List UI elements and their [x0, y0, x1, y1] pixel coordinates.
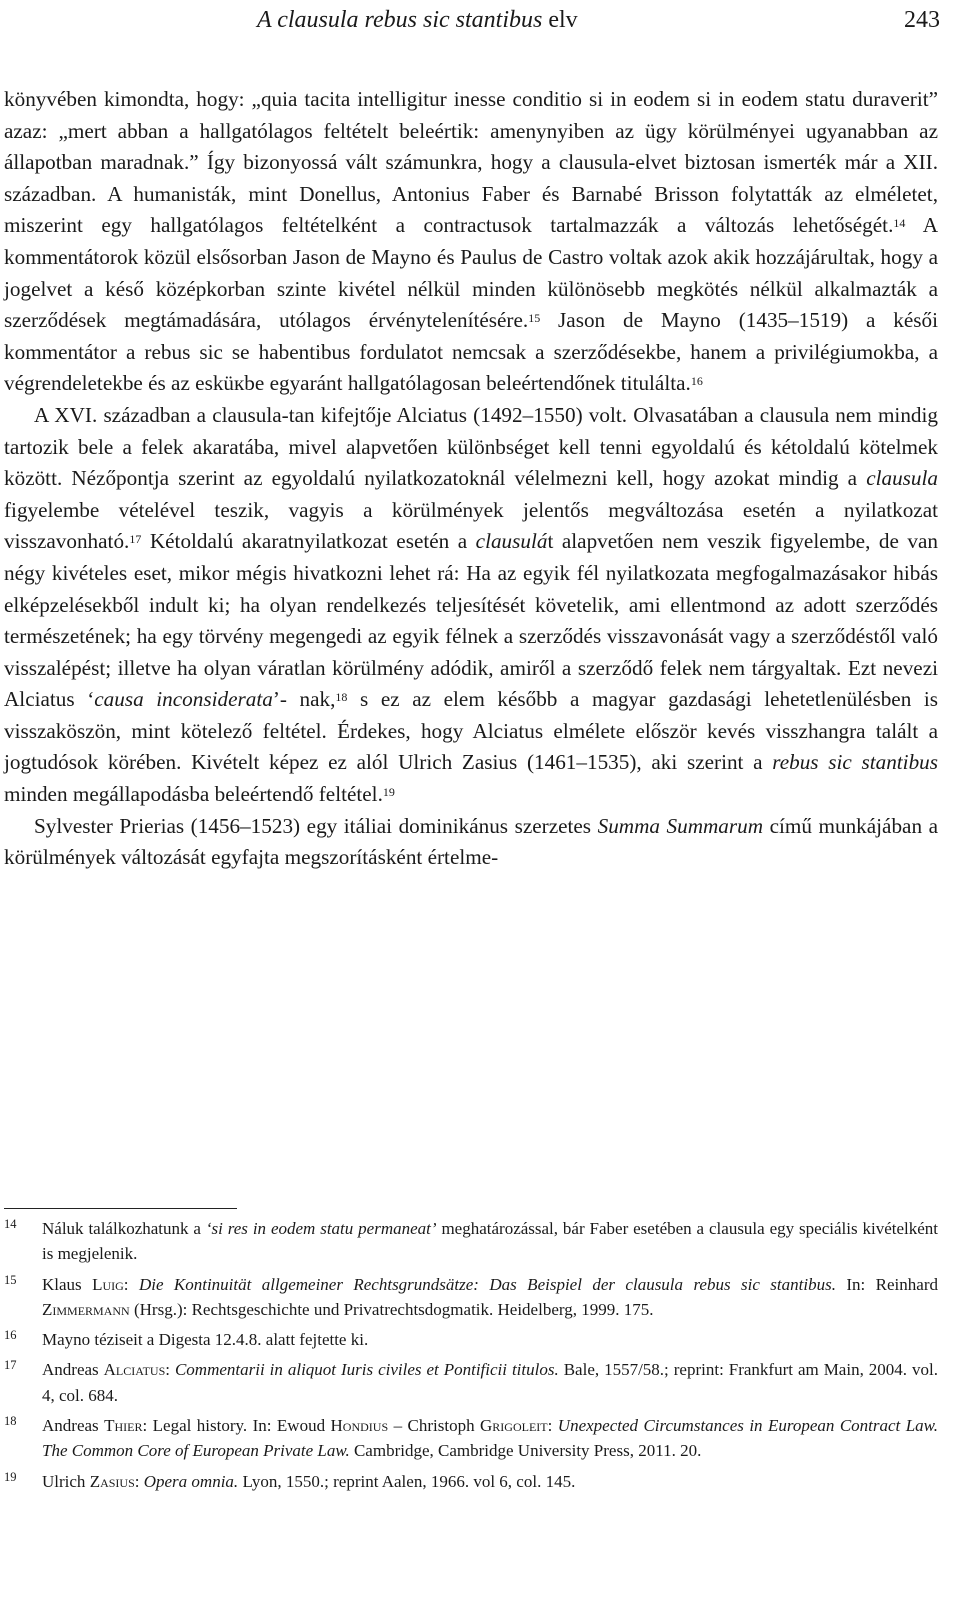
- text-run: minden megállapodásba beleértendő feltétel.: [4, 782, 383, 807]
- author-name: Zimmermann: [42, 1299, 130, 1319]
- paragraph-2: [4, 400, 938, 811]
- text-run: Náluk találkozhatunk a: [42, 1219, 206, 1238]
- author-name: Grigoleit: [480, 1416, 548, 1436]
- author-name: Thier: [104, 1416, 143, 1436]
- italic-term: rebus sic stantibus: [772, 750, 938, 775]
- work-title: Commentarii in aliquot Iuris civiles et Pontificii titulos.: [174, 1360, 559, 1380]
- footnote-18: [4, 1413, 938, 1464]
- text-run: A XVI. században a clausula-tan kifejtője Alciatus (1492–1550) volt. Olvasatában a clausula nem mindig tartozik bele a felek akaratába, mivel alapvetően különbséget kell tenni egyoldalú és kétoldalú kötelmek között. Nézőpontja szerint az egyoldalú nyilatkozatoknál vélelmezni kell, hogy azokat mindig a: [4, 402, 938, 491]
- text-run: (Hrsg.): Rechtsgeschichte und Privatrechtsdogmatik. Heidelberg, 1999. 175.: [129, 1299, 654, 1319]
- work-title: Opera omnia.: [143, 1471, 239, 1491]
- footnote-number: 19: [4, 1469, 17, 1484]
- text-run: t alapvetően nem veszik figyelembe, de van négy kivételes eset, mikor mégis hivatkozni lehet rá: Ha az egyik fél nyilatkozata megfogalmazásakor hibás elképzelésekből indult ki; ha olyan rendelkezés teljesítését követelik, ami ellentmond az adott szerződés természetének; ha egy törvény megengedi az egyik félnek a szerződés visszavonását vagy a szerződéstől való visszalépést; illetve ha olyan váratlan körülmény adódik, amiről a szerződő felek nem tárgyaltak. Ezt nevezi Alciatus ‘: [4, 529, 938, 712]
- text-run: Andreas: [42, 1360, 104, 1380]
- text-run: s ez az elem később a magyar gazdasági lehetetlenülésben is visszaköszön, mint kötelező feltétel. Érdekes, hogy Alciatus elmélete először kevés visszhangra talált a jogtudósok körében. Kivételt képez ez alól Ulrich Zasius (1461–1535), aki szerint a: [4, 687, 939, 775]
- text-run: Cambridge, Cambridge University Press, 2011. 20.: [349, 1441, 702, 1461]
- paragraph-1: [4, 84, 938, 400]
- text-run: figyelembe vételével teszik, vagyis a körülmények jelentős megváltozása esetén a nyilatkozat visszavonható.: [4, 497, 938, 554]
- text-run: Andreas: [42, 1416, 105, 1436]
- text-run: In: Reinhard: [835, 1274, 938, 1294]
- text-run: Ulrich: [42, 1471, 90, 1491]
- running-title-tail: elv: [542, 7, 578, 33]
- author-name: Alciatus: [103, 1360, 166, 1380]
- text-run: :: [123, 1274, 139, 1294]
- text-run: A kommentátorok közül elsősorban Jason de Mayno és Paulus de Castro voltak azok akik hozzájárultak, hogy a jogelvet a késő középkorban szinte kivétel nélkül minden különösebb megkötés nélkül alkalmazták a szerződések megtámadására, utólagos érvénytelenítésére.: [4, 213, 938, 333]
- page-number: 243: [904, 7, 940, 33]
- text-run: meghatározással, bár Faber esetében a clausula egy speciális kivételként is megjelenik.: [42, 1219, 939, 1264]
- footnote-number: 17: [4, 1358, 17, 1373]
- footnote-19: [4, 1469, 938, 1494]
- footnote-ref-18[interactable]: 18: [335, 690, 348, 705]
- text-run: :: [547, 1416, 558, 1436]
- footnote-ref-16[interactable]: 16: [690, 374, 703, 389]
- paragraph-3: [4, 811, 938, 874]
- footnote-number: 15: [4, 1272, 17, 1287]
- text-run: Bale, 1557/58.; reprint: Frankfurt am Main, 2004. vol. 4, col. 684.: [42, 1360, 938, 1405]
- footnote-number: 18: [4, 1414, 17, 1429]
- footnote-number: 14: [4, 1217, 17, 1231]
- text-run: Sylvester Prierias (1456–1523) egy itáliai dominikánus szerzetes: [34, 813, 598, 838]
- text-run: Jason de Mayno (1435–1519) a késői kommentátor a rebus sic se habentibus fordulatot nemcsak a szerződésekbe, hanem a privilégiumokba, a végrendeletekbe és az esküкbe egyaránt hallgatólagosan beleértendőnek titulálta.: [4, 308, 939, 396]
- footnote-14: [4, 1216, 938, 1267]
- text-run: Kétoldalú akaratnyilatkozat esetén a: [141, 529, 476, 554]
- text-run: : Legal history. In: Ewoud: [142, 1416, 331, 1436]
- running-title: A clausula rebus sic stantibus: [257, 7, 543, 33]
- italic-term: causa inconsiderata: [94, 687, 273, 712]
- footnote-ref-19[interactable]: 19: [382, 785, 395, 800]
- text-run: – Christoph: [388, 1416, 481, 1436]
- text-run: könyvében kimondta, hogy: „quia tacita intelligitur inesse conditio si in eodem si in eodem statu duraverit” azaz: „mert abban a hallgatólagos feltételt beleértik: amenynyiben az ügy körülményei ugyanabban az állapotban maradnak.” Így bizonyossá vált számunkra, hogy a clausula-elvet biztosan ismerték már a XII. században. A humanisták, mint Donellus, Antonius Faber és Barnabé Brisson folytatták az elméletet, miszerint egy hallgatólagos feltételként a contractusok tartalmazzák a változás lehetőségét.: [4, 87, 938, 238]
- text-run: Klaus: [42, 1274, 93, 1294]
- author-name: Luig: [92, 1274, 124, 1294]
- running-header: [257, 4, 940, 36]
- footnote-number: 16: [4, 1328, 17, 1343]
- footnote-17: [4, 1357, 938, 1408]
- footnote-16: [4, 1327, 938, 1352]
- text-run: című munkájában a körülmények változását egyfajta megszorításként értelme-: [4, 813, 938, 870]
- footnote-separator: [4, 1208, 237, 1209]
- italic-term: Summa Summarum: [597, 813, 764, 838]
- footnote-ref-15[interactable]: 15: [528, 311, 541, 326]
- footnotes: [4, 1216, 938, 1499]
- text-run: Mayno téziseit a Digesta 12.4.8. alatt fejtette ki.: [42, 1330, 369, 1350]
- text-run: :: [165, 1360, 175, 1380]
- author-name: Zasius: [89, 1471, 135, 1491]
- footnote-ref-14[interactable]: 14: [893, 216, 906, 231]
- main-text: [4, 84, 938, 874]
- text-run: ’- nak,: [272, 687, 336, 712]
- text-run: Lyon, 1550.; reprint Aalen, 1966. vol 6, col. 145.: [238, 1471, 576, 1491]
- author-name: Hondius: [330, 1416, 389, 1436]
- italic-term: clausulá: [475, 529, 548, 554]
- italic-term: ‘si res in eodem statu permaneat’: [205, 1219, 437, 1238]
- footnote-ref-17[interactable]: 17: [129, 532, 142, 547]
- work-title: Die Kontinuität allgemeiner Rechtsgrundsätze: Das Beispiel der clausula rebus sic stantibus.: [138, 1274, 836, 1294]
- text-run: :: [134, 1471, 144, 1491]
- footnote-15: [4, 1272, 938, 1323]
- italic-term: clausula: [866, 466, 938, 491]
- work-title: Unexpected Circumstances in European Contract Law. The Common Core of European Private Law.: [42, 1416, 938, 1461]
